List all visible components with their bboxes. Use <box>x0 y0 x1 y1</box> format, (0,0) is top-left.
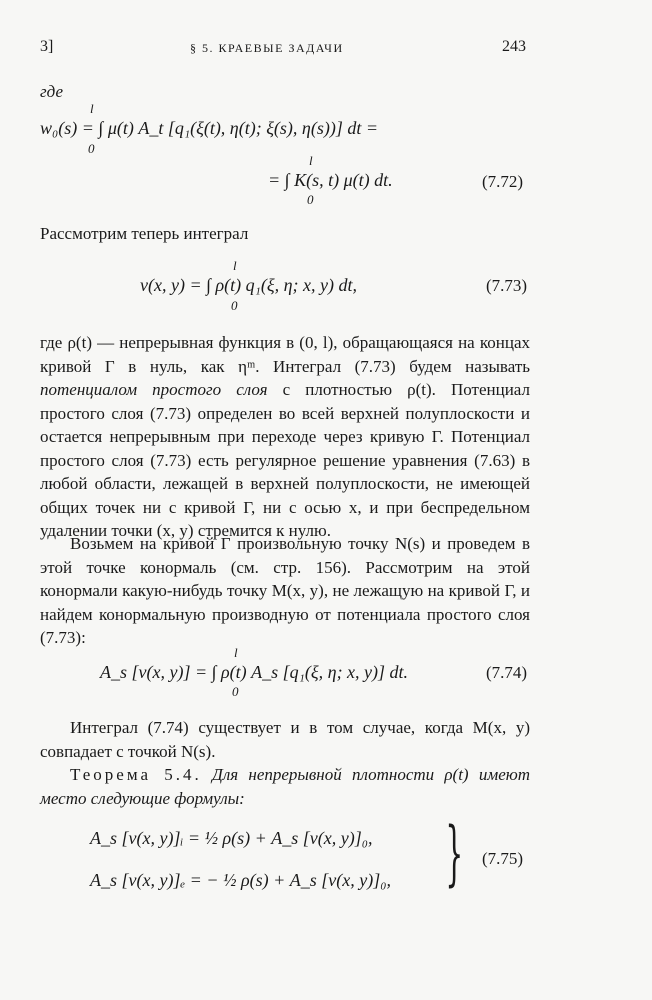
eq-7-74-upper-limit: l <box>234 645 238 660</box>
paragraph-conormal: Возьмем на кривой Γ произвольную точку N(s) и проведем в этой точке конормаль (см. стр. 156). Рассмотрим на этой конормали какую-нибудь точку M(x, y), не лежащую на кривой Γ, и найдем конормальную производную от потенциала простого слоя (7.73): <box>40 534 530 647</box>
eq-7-73-upper-limit: l <box>233 258 237 273</box>
theorem-5-4 <box>40 763 530 810</box>
eq-7-75-line-2: A_s [v(x, y)]ₑ = − ½ ρ(s) + A_s [v(x, y)]₀, <box>90 870 391 890</box>
eq-7-73-number: (7.73) <box>486 276 528 295</box>
running-header: § 5. КРАЕВЫЕ ЗАДАЧИ <box>190 41 344 55</box>
page-number: 243 <box>502 38 526 55</box>
eq-7-72-line-1: w₀(s) = ∫ μ(t) A_t [q₁(ξ(t), η(t); ξ(s), η(s))] dt = <box>40 118 378 138</box>
chapter-number: 3] <box>40 38 54 55</box>
eq-7-73: v(x, y) = ∫ ρ(t) q₁(ξ, η; x, y) dt, <box>140 275 358 295</box>
eq-7-72-upper-limit: l <box>90 101 94 116</box>
eq-7-75-line-1: A_s [v(x, y)]ᵢ = ½ ρ(s) + A_s [v(x, y)]₀, <box>90 828 373 848</box>
paragraph-1-part-2: с плотностью ρ(t). Потенциал простого слоя (7.73) определен во всей верхней полуплоскости и остается непрерывным при переходе через кривую Γ. Потенциал простого слоя (7.73) есть регулярное решение уравнения (7.63) в любой области, лежащей в верхней полуплоскости, не имеющей общих точек ни с кривой Γ, ни с осью x, и при беспредельном удалении точки (x, y) стремится к нулю. <box>40 380 530 540</box>
eq-7-75-brace: } <box>445 812 464 894</box>
paragraph-1-part-1: где ρ(t) — непрерывная функция в (0, l), обращающаяся на концах кривой Γ в нуль, как ηᵐ. Интеграл (7.73) будем называть <box>40 333 530 376</box>
theorem-label: Теорема 5.4. <box>70 765 202 784</box>
paragraph-single-layer-potential <box>40 331 530 543</box>
eq-7-72-lower-limit: 0 <box>88 141 95 156</box>
eq-7-72-line-2: = ∫ K(s, t) μ(t) dt. <box>268 170 393 190</box>
eq-7-74: A_s [v(x, y)] = ∫ ρ(t) A_s [q₁(ξ, η; x, y)] dt. <box>100 662 409 682</box>
eq-7-75-number: (7.75) <box>482 849 524 868</box>
eq-7-72-upper-limit-2: l <box>309 153 313 168</box>
term-single-layer-potential: потенциалом простого слоя <box>40 380 268 399</box>
paragraph-integral-exists: Интеграл (7.74) существует и в том случае, когда M(x, y) совпадает с точкой N(s). <box>40 718 530 761</box>
eq-7-72-number: (7.72) <box>482 172 524 191</box>
eq-7-73-lower-limit: 0 <box>231 298 238 313</box>
eq-7-74-lower-limit: 0 <box>232 684 239 699</box>
eq-7-74-number: (7.74) <box>486 663 528 682</box>
eq-7-72-lower-limit-2: 0 <box>307 192 314 207</box>
intro-integral-text: Рассмотрим теперь интеграл <box>40 224 249 243</box>
theorem-statement: Для непрерывной плотности ρ(t) имеют место следующие формулы: <box>40 765 531 808</box>
where-word: где <box>40 82 63 101</box>
